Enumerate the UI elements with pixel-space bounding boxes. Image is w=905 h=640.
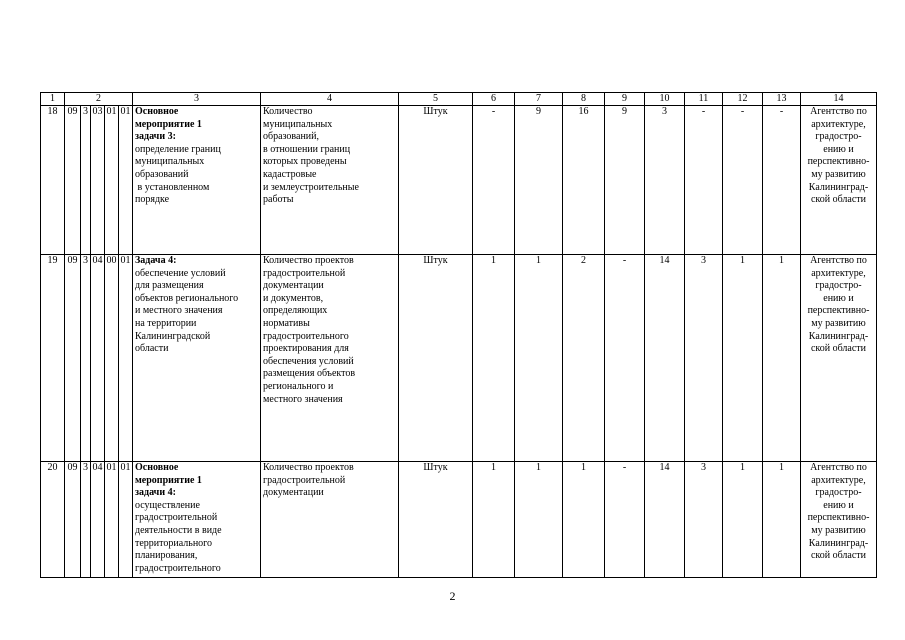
value-cell: 1: [723, 255, 763, 462]
header-cell: 2: [65, 93, 133, 106]
indicator-line: документации: [263, 487, 324, 499]
agency-line: Калининград-: [808, 330, 869, 342]
agency-line: Агентство по: [810, 106, 867, 117]
header-cell: 12: [723, 93, 763, 106]
table-row: [41, 255, 877, 462]
agency-line: Агентство по: [810, 462, 867, 473]
header-cell: 9: [605, 93, 645, 106]
code-cell: 03: [91, 106, 105, 255]
value-cell: -: [723, 106, 763, 255]
event-text-line: объектов регионального: [135, 292, 239, 304]
agency-line: ской области: [810, 343, 867, 355]
event-text-line: муниципальных: [135, 156, 205, 168]
value-cell: -: [605, 462, 645, 578]
agency-line: архитектуре,: [811, 474, 866, 486]
indicator-line: обеспечения условий: [263, 355, 354, 367]
value-cell: 16: [563, 106, 605, 255]
event-title-line: Основное: [135, 462, 179, 473]
value-cell: 1: [563, 462, 605, 578]
event-text-line: определение границ: [135, 143, 221, 155]
event-title-line: мероприятие 1: [135, 118, 202, 130]
code-cell: 01: [105, 106, 119, 255]
event-text-line: в установленном: [135, 181, 210, 193]
value-cell: 3: [685, 462, 723, 578]
row-number: 20: [41, 462, 65, 578]
value-cell: 9: [605, 106, 645, 255]
code-cell: 01: [105, 462, 119, 578]
agency-line: градостро-: [815, 280, 862, 292]
value-cell: 3: [685, 255, 723, 462]
code-cell: 01: [119, 255, 133, 462]
event-text-line: Калининградской: [135, 330, 211, 342]
value-cell: 1: [763, 255, 801, 462]
row-number: 18: [41, 106, 65, 255]
unit-cell: Штук: [399, 106, 473, 255]
event-text-line: обеспечение условий: [135, 267, 226, 279]
indicator-line: Количество проектов: [263, 255, 354, 266]
header-cell: 1: [41, 93, 65, 106]
value-cell: -: [763, 106, 801, 255]
code-cell: 01: [119, 462, 133, 578]
event-name: [133, 255, 261, 462]
header-cell: 8: [563, 93, 605, 106]
indicator-line: которых проведены: [263, 156, 347, 168]
code-cell: 09: [65, 106, 81, 255]
indicator-cell: [261, 255, 399, 462]
event-text-line: для размещения: [135, 280, 204, 292]
agency-line: ению и: [823, 292, 854, 304]
agency-line: перспективно-: [807, 512, 870, 524]
header-row: [41, 93, 877, 106]
indicator-line: градостроительной: [263, 474, 346, 486]
agency-line: Агентство по: [810, 255, 867, 266]
event-title-line: Основное: [135, 106, 179, 117]
code-cell: 3: [81, 106, 91, 255]
indicator-line: местного значения: [263, 393, 343, 405]
agency-line: Калининград-: [808, 537, 869, 549]
event-text-line: образований: [135, 168, 189, 180]
event-text-line: на территории: [135, 317, 197, 329]
indicator-line: работы: [263, 194, 294, 206]
indicator-line: проектирования для: [263, 343, 349, 355]
unit-cell: Штук: [399, 255, 473, 462]
indicator-line: муниципальных: [263, 118, 333, 130]
agency-cell: [801, 462, 877, 578]
event-text-line: и местного значения: [135, 305, 223, 317]
event-text-line: градостроительного: [135, 562, 221, 574]
value-cell: 1: [515, 255, 563, 462]
value-cell: 3: [645, 106, 685, 255]
code-cell: 01: [119, 106, 133, 255]
agency-line: архитектуре,: [811, 118, 866, 130]
header-cell: 7: [515, 93, 563, 106]
indicator-cell: [261, 106, 399, 255]
value-cell: 1: [723, 462, 763, 578]
agency-cell: [801, 106, 877, 255]
row-number: 19: [41, 255, 65, 462]
indicator-line: размещения объектов: [263, 368, 356, 380]
event-text-line: планирования,: [135, 550, 198, 562]
value-cell: 2: [563, 255, 605, 462]
event-text-line: осуществление: [135, 499, 200, 511]
value-cell: -: [605, 255, 645, 462]
indicator-line: Количество проектов: [263, 462, 354, 473]
value-cell: 9: [515, 106, 563, 255]
header-cell: 10: [645, 93, 685, 106]
agency-cell: [801, 255, 877, 462]
agency-line: му развитию: [811, 168, 866, 180]
indicator-line: документации: [263, 280, 324, 292]
code-cell: 3: [81, 462, 91, 578]
indicator-cell: [261, 462, 399, 578]
program-table: [40, 92, 877, 578]
indicator-line: регионального и: [263, 380, 334, 392]
agency-line: ению и: [823, 143, 854, 155]
code-cell: 00: [105, 255, 119, 462]
value-cell: 1: [515, 462, 563, 578]
agency-line: ению и: [823, 499, 854, 511]
value-cell: -: [473, 106, 515, 255]
event-name: [133, 106, 261, 255]
value-cell: 1: [473, 462, 515, 578]
event-title-line: задачи 4:: [135, 487, 176, 499]
indicator-line: и землеустроительные: [263, 181, 359, 193]
code-cell: 04: [91, 462, 105, 578]
value-cell: 1: [763, 462, 801, 578]
indicator-line: кадастровые: [263, 168, 317, 180]
indicator-line: образований,: [263, 131, 320, 143]
page-number: 2: [449, 589, 456, 603]
indicator-line: градостроительной: [263, 267, 346, 279]
code-cell: 09: [65, 255, 81, 462]
event-title-line: задачи 3:: [135, 131, 176, 143]
event-text-line: области: [135, 343, 169, 355]
event-text-line: деятельности в виде: [135, 524, 222, 536]
agency-line: градостро-: [815, 487, 862, 499]
agency-line: перспективно-: [807, 156, 870, 168]
indicator-line: в отношении границ: [263, 143, 351, 155]
table-row: [41, 462, 877, 578]
value-cell: 14: [645, 255, 685, 462]
value-cell: 1: [473, 255, 515, 462]
indicator-line: определяющих: [263, 305, 328, 317]
code-cell: 3: [81, 255, 91, 462]
code-cell: 04: [91, 255, 105, 462]
value-cell: 14: [645, 462, 685, 578]
unit-cell: Штук: [399, 462, 473, 578]
indicator-line: и документов,: [263, 292, 324, 304]
value-cell: -: [685, 106, 723, 255]
header-cell: 11: [685, 93, 723, 106]
header-cell: 13: [763, 93, 801, 106]
agency-line: градостро-: [815, 131, 862, 143]
event-title-line: мероприятие 1: [135, 474, 202, 486]
event-title-line: Задача 4:: [135, 255, 177, 266]
event-text-line: порядке: [135, 194, 170, 206]
code-cell: 09: [65, 462, 81, 578]
header-cell: 5: [399, 93, 473, 106]
agency-line: му развитию: [811, 524, 866, 536]
agency-line: му развитию: [811, 317, 866, 329]
indicator-line: Количество: [263, 106, 313, 117]
event-name: [133, 462, 261, 578]
event-text-line: градостроительной: [135, 512, 218, 524]
header-cell: 14: [801, 93, 877, 106]
event-text-line: территориального: [135, 537, 213, 549]
agency-line: ской области: [810, 194, 867, 206]
indicator-line: градостроительного: [263, 330, 349, 342]
agency-line: ской области: [810, 550, 867, 562]
table-row: [41, 106, 877, 255]
agency-line: перспективно-: [807, 305, 870, 317]
agency-line: архитектуре,: [811, 267, 866, 279]
indicator-line: нормативы: [263, 317, 310, 329]
header-cell: 6: [473, 93, 515, 106]
agency-line: Калининград-: [808, 181, 869, 193]
header-cell: 3: [133, 93, 261, 106]
header-cell: 4: [261, 93, 399, 106]
